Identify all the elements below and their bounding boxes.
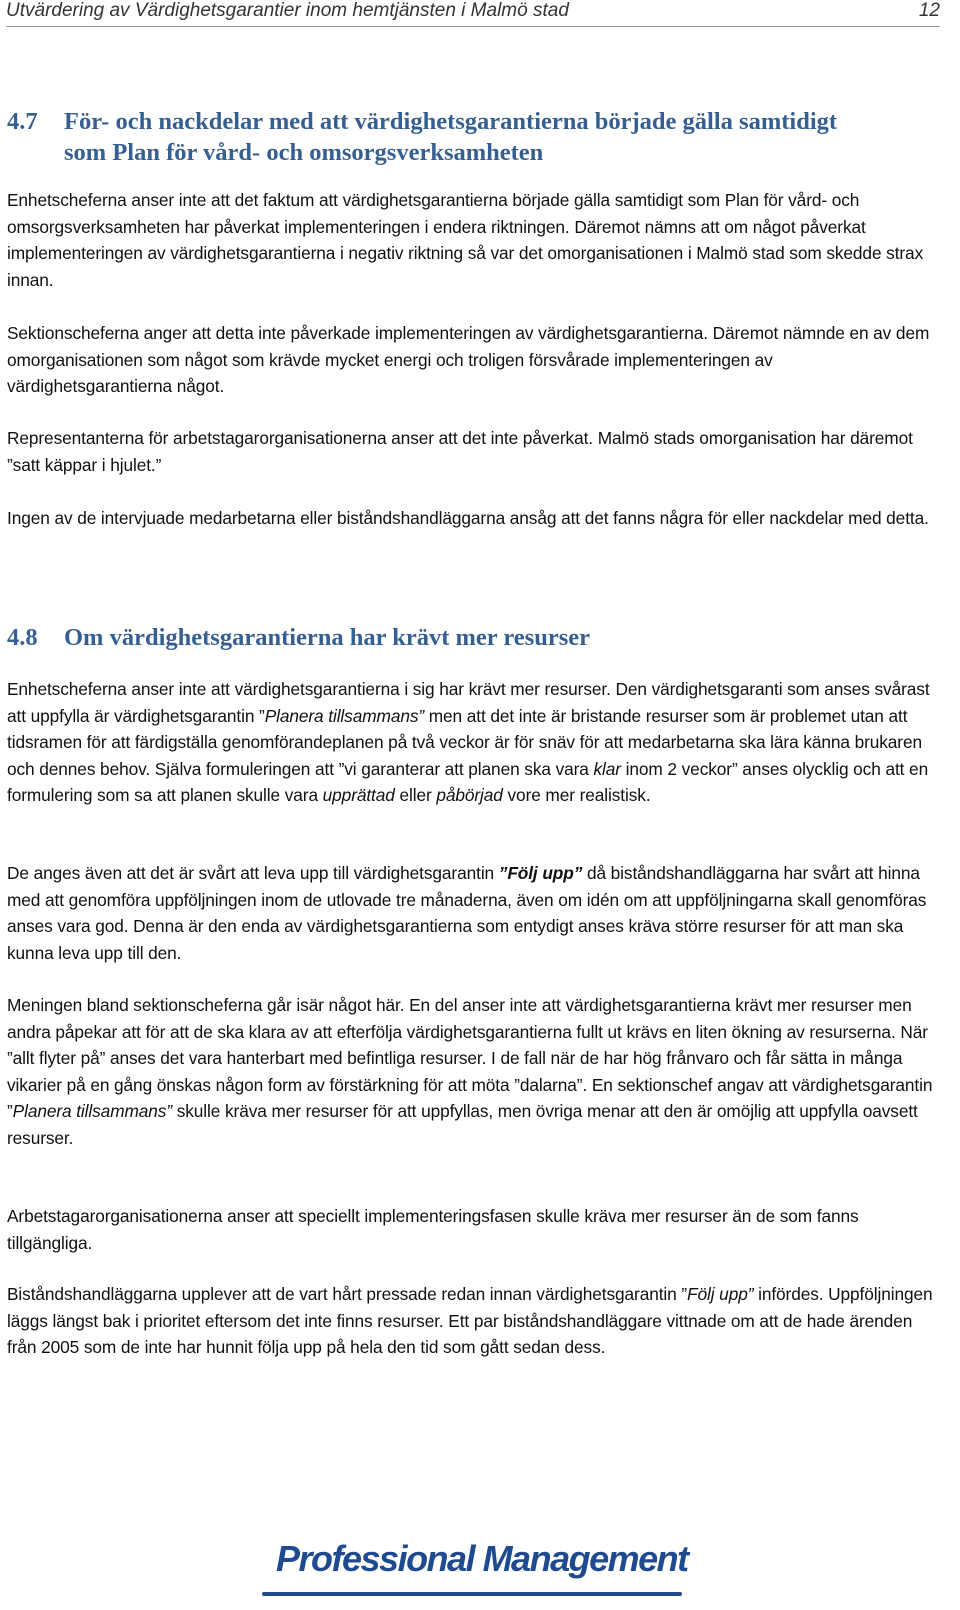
text-run: skulle kräva mer resurser för att uppfyllas, men övriga menar att den är omöjlig att uppfylla oavsett resurser. [7,1101,918,1148]
paragraph [7,860,937,966]
section-4-7-paragraph-2: Sektionscheferna anger att detta inte påverkade implementeringen av värdighetsgarantierna. Däremot nämnde en av dem omorganisationen som något som krävde mycket energi och troligen försvårade implementeringen av värdighetsgarantierna något. [7,323,930,396]
paragraph [7,1203,937,1256]
text-run: infördes. Uppföljningen läggs längst bak i prioritet eftersom det inte finns resurser. Ett par biståndshandläggare vittnade om att de hade ärenden från 2005 som de inte har hunnit följa upp på hela den tid som gått sedan dess. [7,1284,933,1357]
paragraph [7,676,937,809]
text-run: Meningen bland sektionscheferna går isär något här. En del anser inte att värdighetsgarantierna krävt mer resurser men andra påpekar att för att de ska klara av att efterfölja värdighetsgarantierna fullt ut krävs en liten ökning av resurserna. När ”allt flyter på” anses det vara hanterbart med befintliga resurser. I de fall när de har hög frånvaro och får sätta in många vikarier på en gång önskas någon form av förstärkning för att möta ”dalarna”. En sektionschef angav att värdighetsgarantin ” [7,995,933,1121]
italic-run: ”Följ upp” [498,863,583,883]
italic-run: klar [593,758,621,779]
italic-run: påbörjad [436,785,503,805]
text-run: men att det inte är bristande resurser som är problemet utan att tidsramen för att färdigställa genomförandeplanen på två veckor är för snäv för att medarbetarna ska lära känna brukaren och dennes behov. Själva formuleringen att ”vi garanterar att planen ska vara [7,705,922,779]
section-4-7-heading [7,106,937,168]
heading-line-2: som Plan för vård- och omsorgsverksamheten [64,139,544,166]
text-run: vore mer realistisk. [502,785,651,805]
section-4-8-paragraph-2 [7,860,937,966]
heading-text: Om värdighetsgarantierna har krävt mer resurser [64,624,590,651]
section-4-8-paragraph-1 [7,676,937,809]
paragraph [7,187,937,293]
paragraph [7,992,937,1151]
section-4-8-paragraph-5 [7,1281,937,1361]
paragraph [7,1281,937,1361]
section-number: 4.7 [7,108,38,135]
section-4-8-paragraph-4: Arbetstagarorganisationerna anser att speciellt implementeringsfasen skulle kräva mer resurser än de som fanns tillgängliga. [7,1206,859,1253]
text-run: eller [394,785,437,805]
italic-run: Planera tillsammans” [12,1101,173,1121]
text-run: De anges även att det är svårt att leva upp till värdighetsgarantin [7,863,499,883]
paragraph [7,320,937,400]
text-run: Biståndshandläggarna upplever att de vart hårt pressade redan innan värdighetsgarantin ” [7,1284,688,1304]
header-title: Utvärdering av Värdighetsgarantier inom hemtjänsten i Malmö stad [6,0,569,21]
text-run: då biståndshandläggarna har svårt att hinna med att genomföra uppföljningen inom de utlovade tre månaderna, även om idén om att uppföljningarna skall genomföras anses vara god. Denna är den enda av värdighetsgarantierna som entydigt anses kräva större resurser för att man ska kunna leva upp till den. [7,863,927,963]
section-4-8-paragraph-3 [7,992,937,1151]
section-4-7-paragraph-4: Ingen av de intervjuade medarbetarna eller biståndshandläggarna ansåg att det fanns några för eller nackdelar med detta. [7,508,929,528]
section-4-7-paragraph-3: Representanterna för arbetstagarorganisationerna anser att det inte påverkat. Malmö stads omorganisation har däremot ”satt käppar i hjulet.” [7,428,913,475]
text-run: inom 2 veckor” anses olycklig och att en formulering som sa att planen skulle vara [7,758,929,805]
running-header [6,0,940,27]
page-number: 12 [918,0,940,21]
text-run: Enhetscheferna anser inte att värdighetsgarantierna i sig har krävt mer resurser. Den värdighetsgaranti som anses svårast att uppfylla är värdighetsgarantin ” [7,679,930,726]
logo-text: Professional Management [276,1538,688,1579]
italic-run: Planera tillsammans” [264,705,425,726]
paragraph [7,425,937,478]
section-4-7-paragraph-1: Enhetscheferna anser inte att det faktum att värdighetsgarantierna började gälla samtidigt som Plan för vård- och omsorgsverksamheten har påverkat implementeringen i endera riktningen. Däremot nämns att om något påverkat implementeringen av värdighetsgarantierna i negativ riktning så var det omorganisationen i Malmö stad som skedde strax innan. [7,190,924,290]
heading-line-1: För- och nackdelar med att värdighetsgarantierna började gälla samtidigt [64,108,838,135]
paragraph [7,505,937,532]
section-number: 4.8 [7,624,38,651]
italic-run: Följ upp” [687,1284,754,1304]
logo-underline [262,1592,682,1596]
section-4-8-heading [7,622,937,653]
italic-run: upprättad [322,785,395,805]
company-logo [262,1538,688,1600]
